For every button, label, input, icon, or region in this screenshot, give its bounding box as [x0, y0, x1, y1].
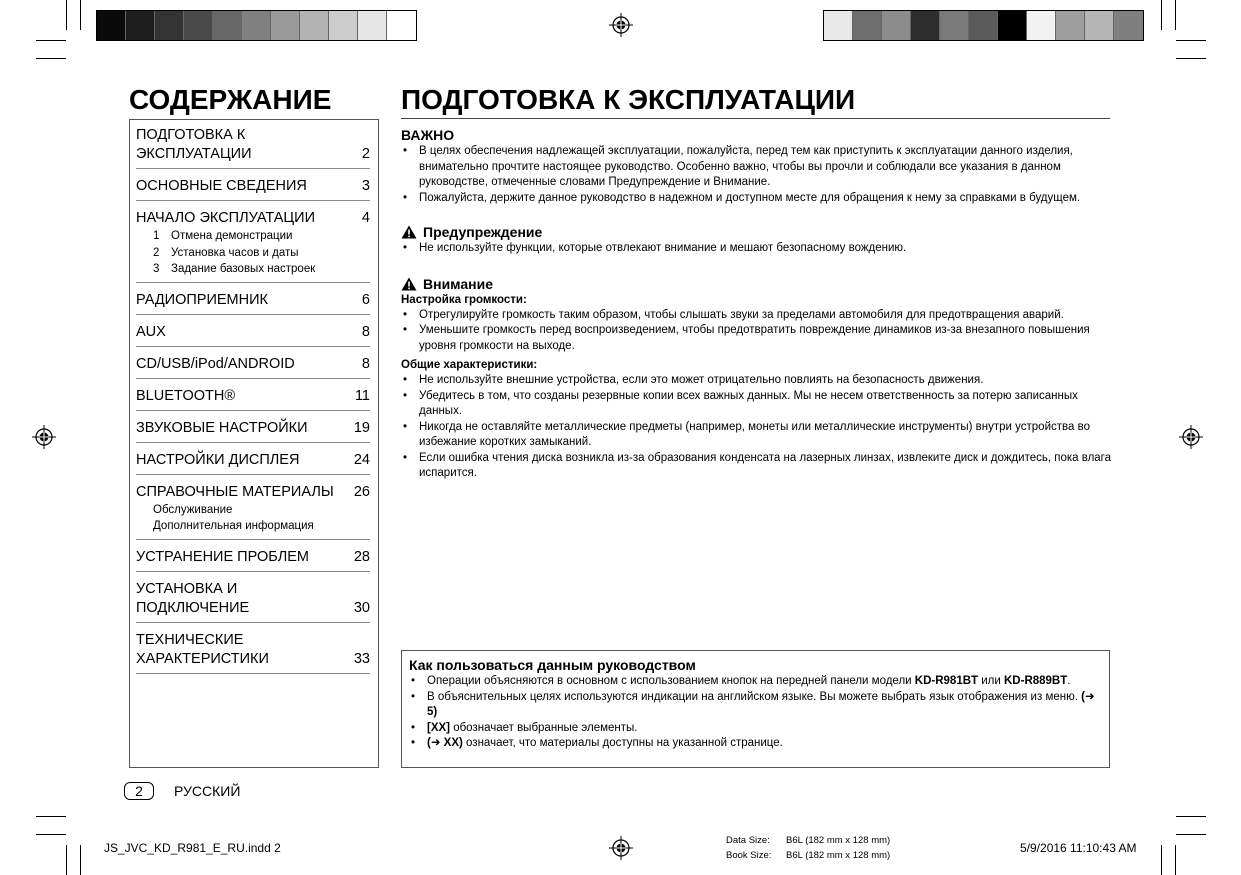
toc-row [136, 291, 370, 310]
toc-subentry [136, 262, 370, 278]
toc-row [136, 387, 370, 406]
toc-subentry-text: Задание базовых настроек [171, 263, 316, 275]
list-item [409, 721, 1101, 737]
howto-item-text: обозначает выбранные элементы. [450, 721, 638, 734]
warning-triangle-icon [401, 225, 417, 239]
toc-entry-page: 28 [353, 548, 370, 565]
toc-row [136, 355, 370, 374]
color-swatch [126, 11, 155, 40]
toc-entry-page: 8 [361, 355, 370, 372]
toc-row [136, 451, 370, 470]
toc-row [136, 126, 370, 164]
table-of-contents [129, 119, 379, 768]
color-swatch [271, 11, 300, 40]
toc-entry-label: BLUETOOTH® [136, 387, 236, 404]
toc-row [136, 177, 370, 196]
color-bar-right [823, 10, 1144, 41]
toc-entry-label: ТЕХНИЧЕСКИЕ ХАРАКТЕРИСТИКИ [136, 631, 269, 667]
crop-mark [80, 845, 81, 875]
howto-item-text: В объяснительных целях используются индикации на английском языке. Вы можете выбрать язык отображения из меню. [427, 690, 1082, 703]
howto-box [401, 650, 1110, 768]
toc-subentry-text: Обслуживание [153, 503, 233, 516]
crop-mark [1176, 816, 1206, 817]
caution-heading [401, 275, 1113, 293]
slug-datetime: 5/9/2016 11:10:43 AM [1020, 841, 1137, 855]
toc-subentry-text: Установка часов и даты [171, 246, 299, 259]
model-name: KD-R981BT [914, 675, 979, 687]
toc-entry-label: CD/USB/iPod/ANDROID [136, 355, 295, 372]
toc-row [136, 323, 370, 342]
toc-entry [136, 175, 370, 201]
crop-mark [80, 0, 81, 30]
toc-entry-page: 30 [353, 599, 370, 616]
toc-entry-label: НАСТРОЙКИ ДИСПЛЕЯ [136, 451, 300, 468]
toc-subentry-text: Отмена демонстрации [171, 230, 293, 242]
period: . [1067, 675, 1071, 687]
slug-book-size-label: Book Size: [726, 850, 772, 861]
howto-heading: Как пользоваться данным руководством [409, 657, 696, 673]
toc-entry-page: 8 [361, 323, 370, 340]
toc-entry [136, 124, 370, 169]
toc-entry [136, 289, 370, 315]
list-item: • Не используйте функции, которые отвлекают внимание и мешают безопасному вождению. [401, 241, 1113, 257]
page-reference: (➜ 5) [427, 690, 1095, 718]
color-swatch [998, 11, 1027, 40]
toc-subentry-number: 1 [153, 230, 160, 242]
list-item: • В целях обеспечения надлежащей эксплуатации, пожалуйста, перед тем как приступить к эксплуатации данного изделия, внимательно прочтите настоящее руководство. Особенно важно, чтобы вы прочли и соблюдали все указания в данном руководстве, отмеченные словами Предупреждение и Внимание. [401, 144, 1113, 191]
registration-mark-icon [1179, 425, 1203, 449]
important-list [401, 144, 1113, 206]
toc-subentry-number: 2 [153, 246, 160, 259]
caution-heading-text: Внимание [423, 275, 493, 292]
toc-row [136, 209, 370, 228]
crop-mark [36, 40, 66, 41]
toc-entry [136, 207, 370, 283]
list-item [409, 690, 1101, 721]
color-swatch [155, 11, 184, 40]
toc-subentry [136, 503, 370, 519]
toc-row [136, 631, 370, 669]
general-list [401, 373, 1113, 482]
registration-mark-icon [32, 425, 56, 449]
crop-mark [66, 845, 67, 875]
color-swatch [1056, 11, 1085, 40]
selected-code: [XX] [427, 721, 450, 734]
crop-mark [36, 834, 66, 835]
toc-entry-page: 19 [353, 419, 370, 436]
toc-title: СОДЕРЖАНИЕ [129, 84, 332, 115]
toc-entry-page: 11 [354, 387, 370, 404]
crop-mark [36, 58, 66, 59]
warning-list [401, 241, 1113, 257]
color-swatch [358, 11, 387, 40]
page-number: 2 [124, 782, 154, 800]
color-swatch [184, 11, 213, 40]
toc-subentry-number: 3 [153, 263, 160, 275]
toc-entry [136, 578, 370, 623]
color-swatch [329, 11, 358, 40]
toc-entry-label: ПОДГОТОВКА К ЭКСПЛУАТАЦИИ [136, 127, 252, 162]
color-swatch [1085, 11, 1114, 40]
toc-entry [136, 417, 370, 443]
list-item: • Убедитесь в том, что созданы резервные копии всех важных данных. Мы не несем ответственность за потерю записанных данных. [401, 389, 1113, 420]
toc-entry-label: РАДИОПРИЕМНИК [136, 291, 268, 308]
page-reference-code: (➜ XX) [427, 737, 463, 749]
crop-mark [1176, 58, 1206, 59]
toc-entry [136, 481, 370, 540]
registration-mark-icon [609, 13, 633, 37]
list-item: • Пожалуйста, держите данное руководство в надежном и доступном месте для обращения к нему за справками в будущем. [401, 191, 1113, 207]
list-item: • Никогда не оставляйте металлические предметы (например, монеты или металлические инструменты) внутри устройства во избежание коротких замыканий. [401, 420, 1113, 451]
toc-entry-page: 26 [353, 483, 370, 500]
color-swatch [213, 11, 242, 40]
volume-subheading: Настройка громкости: [401, 293, 527, 306]
registration-mark-icon [609, 836, 633, 860]
slug-filename: JS_JVC_KD_R981_E_RU.indd 2 [104, 841, 281, 855]
model-name: KD-R889BT [1004, 675, 1068, 687]
toc-entry-page: 6 [361, 291, 370, 308]
slug-data-size-value: B6L (182 mm x 128 mm) [786, 835, 891, 846]
howto-item-text: Операции объясняются в основном с использованием кнопок на передней панели модели [427, 675, 915, 687]
crop-mark [1176, 40, 1206, 41]
toc-subentry [136, 246, 370, 262]
color-bar-left [96, 10, 417, 41]
list-item [409, 736, 1101, 752]
crop-mark [1161, 0, 1162, 30]
crop-mark [36, 816, 66, 817]
color-swatch [387, 11, 416, 40]
crop-mark [1175, 0, 1176, 30]
color-swatch [911, 11, 940, 40]
color-swatch [97, 11, 126, 40]
toc-entry-label: УСТАНОВКА И ПОДКЛЮЧЕНИЕ [136, 580, 250, 616]
toc-entry-label: ОСНОВНЫЕ СВЕДЕНИЯ [136, 178, 307, 194]
important-heading: ВАЖНО [401, 127, 455, 143]
toc-entry-page: 2 [361, 146, 370, 162]
toc-entry-label: AUX [136, 323, 166, 340]
warning-heading [401, 223, 1113, 241]
toc-row [136, 580, 370, 618]
main-content [401, 126, 1113, 482]
page-title: ПОДГОТОВКА К ЭКСПЛУАТАЦИИ [401, 84, 856, 115]
toc-entry [136, 385, 370, 411]
page-footer [124, 782, 240, 800]
toc-entry-label: НАЧАЛО ЭКСПЛУАТАЦИИ [136, 210, 315, 226]
color-swatch [824, 11, 853, 40]
list-item: • Не используйте внешние устройства, если это может отрицательно повлиять на безопасность движения. [401, 373, 1113, 389]
warning-heading-text: Предупреждение [423, 224, 543, 240]
toc-entry-page: 4 [361, 210, 370, 226]
color-swatch [1027, 11, 1056, 40]
toc-entry-label: ЗВУКОВЫЕ НАСТРОЙКИ [136, 419, 308, 436]
slug-data-size-label: Data Size: [726, 835, 770, 846]
toc-entry-label: УСТРАНЕНИЕ ПРОБЛЕМ [136, 548, 310, 565]
volume-list [401, 308, 1113, 355]
crop-mark [66, 0, 67, 30]
toc-subentry-text: Дополнительная информация [153, 520, 314, 532]
crop-mark [1175, 845, 1176, 875]
toc-entry-page: 24 [353, 451, 370, 468]
toc-entry [136, 546, 370, 572]
crop-mark [1161, 845, 1162, 875]
toc-entry-page: 3 [361, 178, 370, 194]
slug-book-size-value: B6L (182 mm x 128 mm) [786, 850, 891, 861]
list-item: • Если ошибка чтения диска возникла из-за образования конденсата на лазерных линзах, извлеките диск и дождитесь, пока влага испарится. [401, 451, 1113, 482]
color-swatch [300, 11, 329, 40]
toc-subentry [136, 229, 370, 245]
color-swatch [882, 11, 911, 40]
toc-entry-label: СПРАВОЧНЫЕ МАТЕРИАЛЫ [136, 483, 334, 500]
toc-entry-page: 33 [353, 650, 370, 667]
toc-subentry [136, 519, 370, 535]
general-subheading: Общие характеристики: [401, 359, 538, 371]
caution-triangle-icon [401, 277, 417, 291]
toc-entry [136, 449, 370, 475]
or-word: или [978, 675, 1004, 687]
crop-mark [1176, 834, 1206, 835]
toc-entry [136, 353, 370, 379]
howto-list [409, 674, 1101, 752]
list-item [409, 674, 1101, 690]
color-swatch [242, 11, 271, 40]
list-item: • Уменьшите громкость перед воспроизведением, чтобы предотвратить повреждение динамиков из-за внезапного повышения уровня громкости на выходе. [401, 323, 1113, 354]
toc-row [136, 483, 370, 502]
toc-entry [136, 629, 370, 674]
color-swatch [853, 11, 882, 40]
language-label: РУССКИЙ [174, 783, 241, 799]
color-swatch [969, 11, 998, 40]
color-swatch [1114, 11, 1143, 40]
toc-row [136, 548, 370, 567]
list-item: • Отрегулируйте громкость таким образом, чтобы слышать звуки за пределами автомобиля для предотвращения аварий. [401, 308, 1113, 324]
toc-row [136, 419, 370, 438]
color-swatch [940, 11, 969, 40]
title-rule [401, 118, 1110, 119]
howto-item-text: означает, что материалы доступны на указанной странице. [462, 737, 783, 749]
toc-entry [136, 321, 370, 347]
